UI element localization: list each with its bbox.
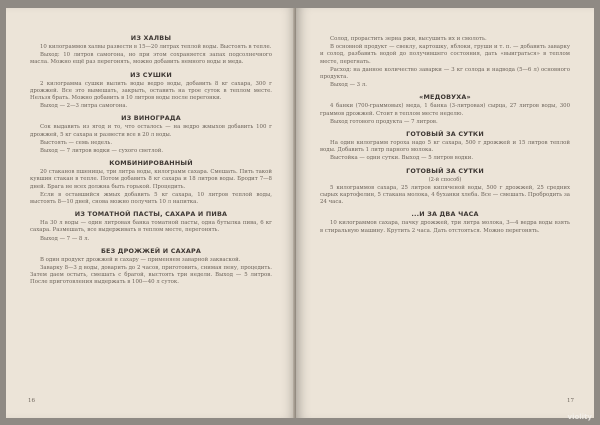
watermark: violity [567, 413, 592, 421]
section-heading: ГОТОВЫЙ ЗА СУТКИ [406, 130, 484, 139]
paragraph: В основной продукт — свеклу, картошку, яблоки, груши и т. п. — добавить заварку и солод, разбавить водой до получившего состояния, дать «выиграться» в теплом месте, перегнать. [320, 44, 570, 65]
right-page-number: 17 [567, 398, 574, 404]
section-heading: ИЗ ВИНОГРАДА [121, 114, 181, 123]
paragraph: 4 банки (700-граммовых) меда, 1 банка (3-литровая) сырца, 27 литров воды, 300 граммов дрожжей. Стоит в теплом месте неделю. [320, 103, 570, 117]
right-page [296, 8, 594, 418]
section-heading: ГОТОВЫЙ ЗА СУТКИ [406, 166, 484, 175]
paragraph: Выстойка — одни сутки. Выход — 5 литров водки. [330, 155, 474, 162]
left-page [6, 8, 296, 418]
section-subheading: (2-й способ) [428, 176, 462, 183]
paragraph: Выход — 2—3 литра самогона. [40, 103, 128, 110]
section-heading: БЕЗ ДРОЖЖЕЙ И САХАРА [100, 246, 202, 255]
paragraph: 2 килограмма сушки вылить воды ведро воды, добавить 8 кг сахара, 300 г дрожжей. Все это вымешать, закрыть, оставить на трое суток в теплом месте. Нельзя брать. Можно добавить в 10 литров воды после перегонки. [30, 80, 272, 102]
left-page-number: 16 [28, 398, 35, 404]
paragraph: 5 килограммов сахара, 25 литров кипяченой воды, 500 г дрожжей, 25 средних сырых картофелин, 5 стакана молока, 4 буханки хлеба. Все — смешать. Пробродить за 24 часа. [320, 184, 570, 206]
section-heading: ...И ЗА ДВА ЧАСА [411, 210, 479, 219]
paragraph: Расход: на данное количество заварки — 3 кг солода и надвода (5—6 л) основного продукта. [320, 66, 570, 81]
section-heading: ИЗ СУШКИ [130, 70, 172, 79]
right-page-text [320, 36, 570, 236]
paragraph: На один килограмм гороха надо 5 кг сахара, 500 г дрожжей и 15 литров теплой воды. Добавить 1 литр парного молока. [320, 140, 570, 154]
paragraph: 10 килограммов сахара, пачку дрожжей, три литра молока, 3—4 ведра воды взять в стиральную машину. Крутить 2 часа. Дать отстояться. Можно перегонять. [320, 220, 570, 234]
paragraph: Выход готового продукта — 7 литров. [330, 118, 438, 125]
paragraph: Заварку 8—3 д воды, доварить до 2 часов, приготовить, снимая пену, процедить. Затем даем остыть, смешать с брагой, выстоять три недели. Выход — 5 литров. После приготовления выдержать в 100—40 л суток. [30, 265, 272, 286]
paragraph: Выход — 7 — 8 л. [40, 235, 90, 242]
section-heading: «МЕДОВУХА» [419, 93, 471, 102]
paragraph: Выход: 10 литров самогона, но при этом сохраняется запах подсолнечного масла. Можно ещё раз перегонять, можно добавить немного воды и меда. [30, 52, 272, 66]
paragraph: 20 стаканов пшеницы, три литра воды, килограмм сахара. Смешать. Пить такой кувшин стакан в тепле. Потом добавить 8 кг сахара и 18 литров воды. Бродит 7—8 дней. Брага не всех должна быть горькой. Процедить. [30, 169, 272, 190]
paragraph: Выход — 7 литров водки — сухого светлой. [40, 148, 164, 155]
paragraph: На 30 л воды — один литровая банка томатной пасты, одна бутылка пива, 6 кг сахара. Размешать, все выдерживать в теплом месте, перегонять. [30, 220, 272, 234]
paragraph: 10 килограммов халвы развести в 15—20 литрах теплой воды. Выстоять в тепле. [40, 44, 272, 50]
left-page-text [30, 30, 272, 288]
paragraph: Выстоять — семь недель. [40, 139, 113, 146]
paragraph: Если в оставшийся жмых добавить 5 кг сахара, 10 литров теплой воды, выстоять 8—10 дней, снова можно получить 10 л напитка. [30, 191, 272, 206]
paragraph: Солод, прорастить зерна ржи, высушить их и смолоть. [330, 36, 487, 42]
section-heading: ИЗ ТОМАТНОЙ ПАСТЫ, САХАРА И ПИВА [74, 210, 228, 219]
paragraph: В один продукт дрожжей и сахару — применяем заварной закваской. [40, 256, 241, 263]
paragraph: Выход — 3 л. [330, 82, 367, 89]
paragraph: Сок выдавить из ягод и то, что осталось — на ведро жмыхов добавить 100 г дрожжей, 5 кг сахара и развести все в 20 л воды. [30, 124, 272, 138]
section-heading: КОМБИНИРОВАННЫЙ [109, 159, 193, 168]
section-heading: ИЗ ХАЛВЫ [130, 34, 172, 42]
